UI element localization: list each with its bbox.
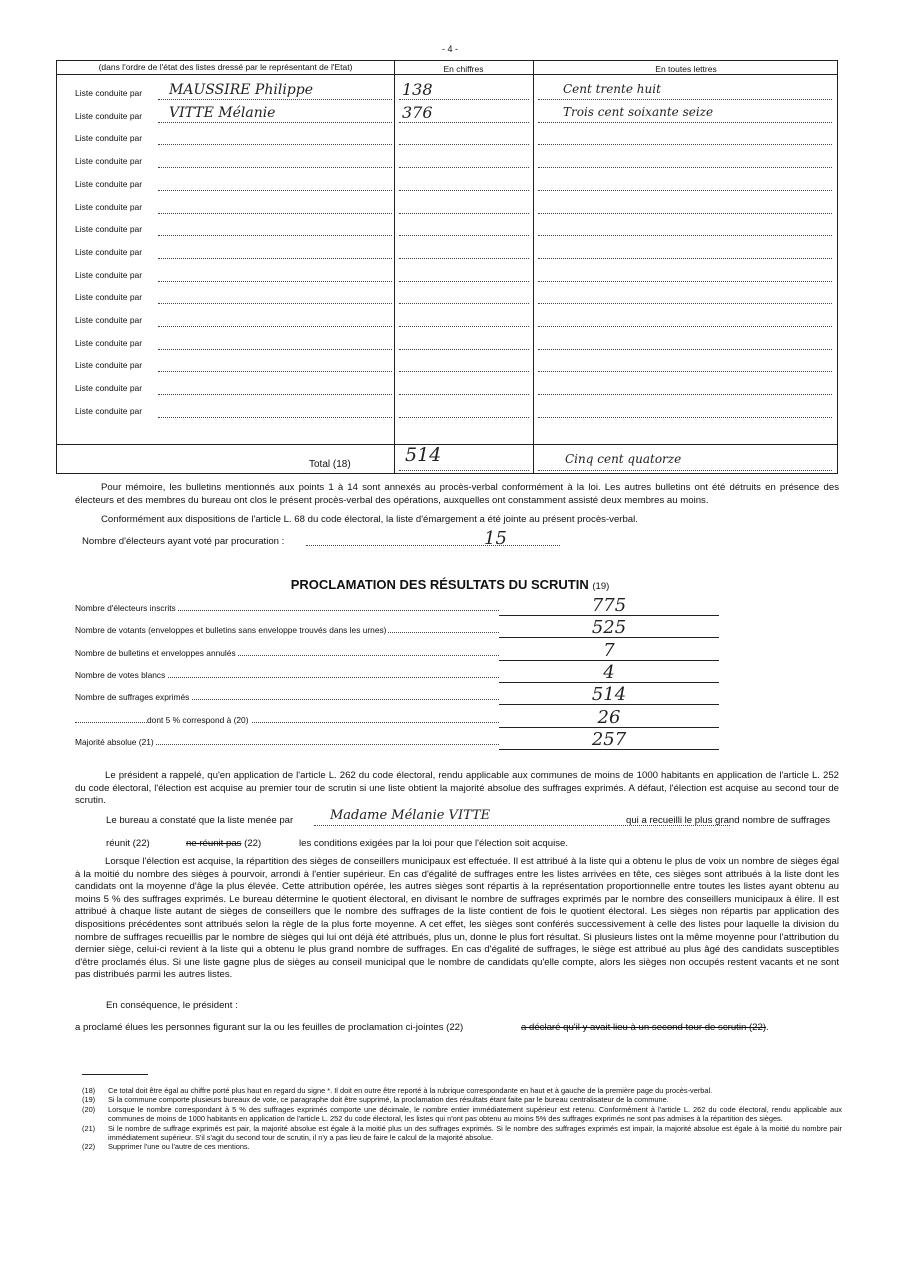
- list-leader-name: VITTE Mélanie: [169, 104, 276, 121]
- stat-row: [75, 706, 719, 728]
- proclaimed-text: a proclamé élues les personnes figurant sur la ou les feuilles de proclamation ci-jointes (22): [75, 1022, 464, 1033]
- footnote-number: (22): [82, 1142, 96, 1152]
- declared-text: [521, 1022, 769, 1033]
- footnote-text: Si la commune comporte plusieurs bureaux de vote, ce paragraphe doit être supprimé, la proclamation des résultats étant faite par le bureau centralisateur de la commune.: [108, 1095, 669, 1105]
- row-label: Liste conduite par: [75, 156, 143, 167]
- row-label: Liste conduite par: [75, 246, 143, 257]
- stat-value: 7: [603, 640, 615, 661]
- footnote: [82, 1124, 842, 1143]
- ne-reunit-pas: [186, 838, 261, 849]
- bureau-prefix: Le bureau a constaté que la liste menée par: [106, 815, 294, 826]
- proclamation-title-note: (19): [592, 581, 610, 592]
- table-row: [57, 82, 837, 104]
- row-label: Liste conduite par: [75, 88, 143, 98]
- footnote-number: (20): [82, 1104, 96, 1114]
- ne-reunit-pas-struck: ne réunit pas: [186, 838, 242, 849]
- reunit: réunit (22): [106, 838, 150, 849]
- table-row: [57, 400, 837, 422]
- total-label: Total (18): [309, 459, 351, 470]
- table-row: [57, 150, 837, 172]
- repartition-paragraph: Lorsque l'élection est acquise, la répartition des sièges de conseillers municipaux est effectuée. Il est attribué à la liste qui a obtenu le plus de voix un nombre de sièges égal à la moitié du nombre des sièges à pourvoir, arrondi à l'entier supérieur. En cas d'égalité de suffrages entre les listes arrivées en tête, ces sièges sont attribués à la liste dont les candidats ont la moyenne d'âge la plus élevée. Cette attribution opérée, les autres sièges sont répartis à la représentation proportionnelle entre toutes les listes ayant obtenu au moins 5 % des suffrages exprimés. Le bureau détermine le quotient électoral, en divisant le nombre de suffrages exprimés par le nombre des conseillers municipaux à élire. Il est attribué à chaque liste autant de sièges de conseillers que le nombre des suffrages de la liste contient de fois le quotient électoral. Les sièges non répartis par application des dispositions précédentes sont attribués selon la règle de la plus forte moyenne. A cet effet, les sièges sont conférés successivement à celle des listes pour laquelle la division du nombre de suffrages recueillis par le nombre de sièges qui lui ont déjà été attribués, plus un, donne le plus fort résultat. Si plusieurs listes ont la même moyenne pour l'attribution du dernier siège, celui-ci revient à la liste qui a obtenu le plus grand nombre de suffrages. En cas d'égalité de suffrages, le siège est attribué au plus âgé des candidats susceptibles d'être proclamés élus. Si une liste gagne plus de sièges au conseil municipal que le nombre de candidats qu'elle compte, alors les sièges non occupés restent vacants et ne sont pas distribués parmi les autres listes.: [75, 856, 839, 981]
- stat-label: Nombre de bulletins et enveloppes annulés: [75, 648, 236, 658]
- ne-reunit-pas-note: (22): [244, 838, 262, 849]
- emargement-paragraph: Conformément aux dispositions de l'article L. 68 du code électoral, la liste d'émargement a été jointe au présent procès-verbal.: [101, 514, 638, 525]
- header-letters: En toutes lettres: [655, 64, 717, 74]
- table-row: [57, 286, 837, 308]
- row-label: Liste conduite par: [75, 315, 143, 325]
- stat-label: Nombre d'électeurs inscrits: [75, 603, 176, 613]
- memo-paragraph: Pour mémoire, les bulletins mentionnés aux points 1 à 14 sont annexés au procès-verbal conformément à la loi. Les autres bulletins ont été détruits en présence des électeurs et des membres du bureau ont clos le présent procès-verbal des opérations, auxquelles ont constamment assisté deux membres au moins.: [75, 482, 839, 506]
- stat-row: [75, 594, 719, 616]
- stat-row: [75, 616, 719, 638]
- row-label: Liste conduite par: [75, 383, 143, 394]
- footnote-text: Ce total doit être égal au chiffre porté plus haut en regard du signe *. Il doit en outre être reporté à la rubrique correspondante en haut et à gauche de la première page du procès-verbal.: [108, 1086, 713, 1095]
- row-label: Liste conduite par: [75, 405, 143, 416]
- bureau-suffix: qui a recueilli le plus grand nombre de suffrages: [626, 815, 831, 826]
- table-row: [57, 377, 837, 399]
- table-row: [57, 354, 837, 376]
- footnote-text: Lorsque le nombre correspondant à 5 % des suffrages exprimés comporte une décimale, le nombre entier immédiatement supérieur est retenu. Conformément à l'article L. 262 du code électoral, rendu applicable aux communes de moins de 1000 habitants en application de l'article L. 252 du code électoral, les listes qui n'ont pas obtenu au moins 5% des suffrages exprimés ne sont pas admises à la répartition des sièges.: [108, 1104, 842, 1124]
- footnote-text: Supprimer l'une ou l'autre de ces mentions.: [108, 1142, 250, 1152]
- footnotes: [82, 1086, 842, 1152]
- proclamation-title: [0, 577, 900, 592]
- procuration-label: Nombre d'électeurs ayant voté par procuration :: [82, 536, 285, 547]
- row-label: Liste conduite par: [75, 269, 143, 280]
- stat-label: Nombre de votants (enveloppes et bulletins sans enveloppe trouvés dans les urnes): [75, 625, 387, 635]
- row-label: Liste conduite par: [75, 224, 143, 235]
- president-paragraph: Le président a rappelé, qu'en application de l'article L. 262 du code électoral, rendu applicable aux communes de moins de 1000 habitants en application de l'article L. 252 du code électoral, l'élection est acquise au premier tour de scrutin si une liste obtient la majorité absolue des suffrages exprimés. A défaut, l'élection est acquise au second tour de scrutin.: [75, 770, 839, 807]
- footnote-number: (21): [82, 1123, 96, 1133]
- table-row: [57, 127, 837, 149]
- row-label: Liste conduite par: [75, 178, 143, 189]
- footnote: [82, 1142, 842, 1151]
- table-row: [57, 332, 837, 354]
- votes-figures: 138: [402, 80, 433, 99]
- stat-value: 26: [597, 707, 621, 728]
- stat-label: dont 5 % correspond à (20): [147, 715, 249, 725]
- header-figures: En chiffres: [443, 64, 484, 74]
- stat-value: 4: [603, 662, 615, 683]
- total-letters: Cinq cent quatorze: [565, 452, 682, 466]
- stat-value: 257: [591, 729, 627, 750]
- footnote: [82, 1095, 842, 1104]
- footnote-separator: [82, 1074, 148, 1075]
- stat-label: Nombre de suffrages exprimés: [75, 692, 190, 702]
- stat-value: 514: [591, 684, 627, 705]
- stat-row: [75, 661, 719, 683]
- row-label: Liste conduite par: [75, 133, 143, 144]
- procuration-value: 15: [484, 528, 507, 549]
- footnote-number: (19): [82, 1095, 96, 1105]
- footnote-number: (18): [82, 1086, 96, 1095]
- bureau-leader: Madame Mélanie VITTE: [330, 808, 491, 823]
- table-row: [57, 196, 837, 218]
- stat-label: Majorité absolue (21): [75, 737, 154, 747]
- row-label: Liste conduite par: [75, 360, 143, 371]
- stat-value: 775: [591, 595, 627, 616]
- results-table: [56, 60, 838, 474]
- conditions: les conditions exigées par la loi pour que l'élection soit acquise.: [299, 838, 569, 849]
- footnote-text: Si le nombre de suffrage exprimés est pair, la majorité absolue est égale à la moitié plus un des suffrages exprimés. Si le nombre des suffrages exprimés est impair, la majorité absolue est égale à la moitié du nombre pair immédiatement supérieur. S'il s'agit du second tour de scrutin, il n'y a pas lieu de faire le calcul de la majorité absolue.: [108, 1123, 842, 1143]
- total-figures: 514: [405, 444, 442, 466]
- row-label: Liste conduite par: [75, 110, 143, 121]
- row-label: Liste conduite par: [75, 337, 143, 348]
- votes-figures: 376: [402, 102, 433, 122]
- stat-row: [75, 639, 719, 661]
- page-number: - 4 -: [441, 44, 458, 54]
- header-list-order: (dans l'ordre de l'état des listes dressé par le représentant de l'Etat): [98, 62, 353, 72]
- consequence: En conséquence, le président :: [106, 1000, 238, 1011]
- table-row: [57, 309, 837, 331]
- table-row: [57, 264, 837, 286]
- stat-label: Nombre de votes blancs: [75, 670, 166, 680]
- stat-row: [75, 728, 719, 750]
- table-row: [57, 241, 837, 263]
- list-leader-name: MAUSSIRE Philippe: [169, 82, 313, 98]
- footnote: [82, 1105, 842, 1124]
- procuration-line: [82, 528, 562, 550]
- stat-value: 525: [591, 617, 627, 638]
- votes-letters: Trois cent soixante seize: [563, 104, 714, 119]
- row-label: Liste conduite par: [75, 292, 143, 303]
- table-row: [57, 218, 837, 240]
- stat-row: [75, 683, 719, 705]
- votes-letters: Cent trente huit: [563, 82, 661, 96]
- row-label: Liste conduite par: [75, 201, 143, 212]
- table-row: [57, 173, 837, 195]
- declared-struck: a déclaré qu'il y avait lieu à un second tour de scrutin (22): [521, 1022, 767, 1033]
- footnote: [82, 1086, 842, 1095]
- table-row: [57, 102, 837, 127]
- proclamation-title-text: PROCLAMATION DES RÉSULTATS DU SCRUTIN: [290, 577, 589, 592]
- declared-end: .: [766, 1022, 769, 1033]
- bureau-line: [106, 808, 840, 830]
